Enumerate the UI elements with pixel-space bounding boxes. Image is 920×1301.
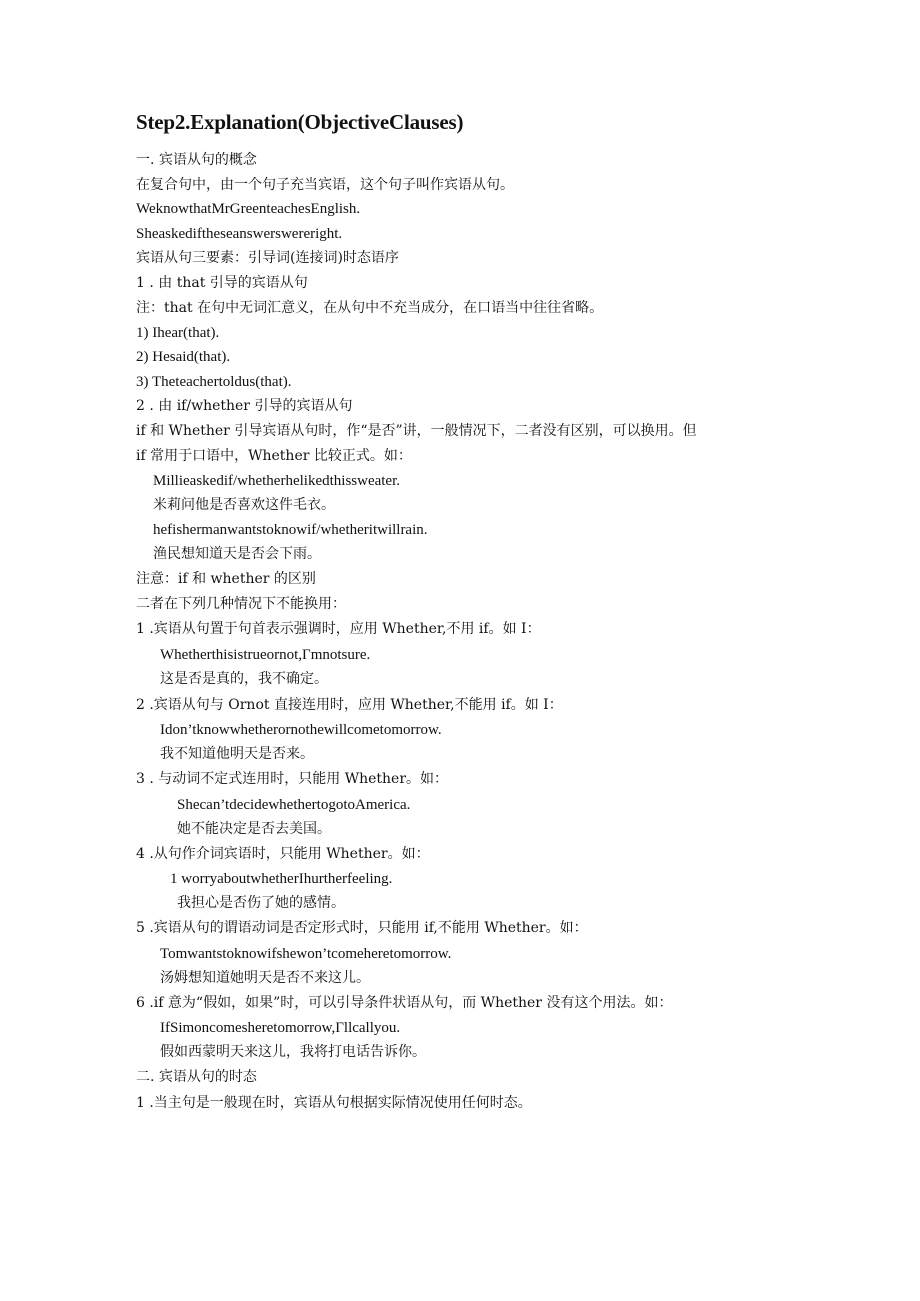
rule-item: 2 .宾语从句与 Ornot 直接连用时，应用 Whether,不能用 if。如 I： [136,697,563,713]
page-title: Step2.Explanation(ObjectiveClauses) [136,110,464,134]
rule-item: 5 .宾语从句的谓语动词是否定形式时，只能用 if,不能用 Whether。如： [136,920,588,936]
example-sentence: hefishermanwantstoknowif/whetheritwillrain. [153,522,428,538]
rule-item: 1 .当主句是一般现在时，宾语从句根据实际情况使用任何时态。 [136,1095,532,1111]
example-sentence: Tomwantstoknowifshewon’tcomeheretomorrow. [160,946,452,962]
rule-item: 3 . 与动词不定式连用时，只能用 Whether。如： [136,771,449,787]
example-sentence: IfSimoncomesheretomorrow,Γllcallyou. [160,1020,401,1036]
numbered-example: 1) Ihear(that). [136,325,220,341]
example-sentence: 1 worryaboutwhetherIhurtherfeeling. [170,871,393,887]
rule-item: 1 .宾语从句置于句首表示强调时，应用 Whether,不用 if。如 I： [136,621,541,637]
rule-item: 6 .if 意为“假如，如果”时，可以引导条件状语从句，而 Whether 没有这个用法。如： [136,995,673,1011]
example-translation: 汤姆想知道她明天是否不来这儿。 [160,970,370,986]
example-sentence: Whetherthisistrueornot,Γmnotsure. [160,647,371,663]
example-sentence: WeknowthatMrGreenteachesEnglish. [136,201,361,217]
subsection-heading: 1 . 由 that 引导的宾语从句 [136,275,308,291]
example-translation: 这是否是真的，我不确定。 [160,671,328,687]
example-sentence: Idon’tknowwhetherornothewillcometomorrow. [160,722,442,738]
example-sentence: Shecan’tdecidewhethertogotoAmerica. [177,797,411,813]
section-heading: 一. 宾语从句的概念 [136,152,257,168]
example-translation: 渔民想知道天是否会下雨。 [153,546,321,562]
note-line: 注意：if 和 whether 的区别 [136,571,316,587]
rule-item: 4 .从句作介词宾语时，只能用 Whether。如： [136,846,430,862]
example-sentence: Sheaskediftheseanswerswereright. [136,226,343,242]
example-translation: 米莉问他是否喜欢这件毛衣。 [153,497,335,513]
section-heading: 二. 宾语从句的时态 [136,1069,257,1085]
text-line: 二者在下列几种情况下不能换用： [136,596,346,612]
numbered-example: 2) Hesaid(that). [136,349,231,365]
example-translation: 假如西蒙明天来这儿，我将打电话告诉你。 [160,1044,426,1060]
text-line: 宾语从句三要素：引导词(连接词)时态语序 [136,250,399,266]
note-line: 注：that 在句中无词汇意义，在从句中不充当成分，在口语当中往往省略。 [136,300,604,316]
text-line: if 和 Whether 引导宾语从句时，作“是否”讲，一般情况下，二者没有区别，可以换用。但 [136,423,697,439]
subsection-heading: 2 . 由 if/whether 引导的宾语从句 [136,398,353,414]
example-translation: 我担心是否伤了她的感情。 [177,895,345,911]
numbered-example: 3) Theteachertoldus(that). [136,374,292,390]
example-sentence: Millieaskedif/whetherhelikedthissweater. [153,473,401,489]
text-line: 在复合句中，由一个句子充当宾语，这个句子叫作宾语从句。 [136,177,514,193]
text-line: if 常用于口语中，Whether 比较正式。如： [136,448,412,464]
example-translation: 她不能决定是否去美国。 [177,821,331,837]
example-translation: 我不知道他明天是否来。 [160,746,314,762]
